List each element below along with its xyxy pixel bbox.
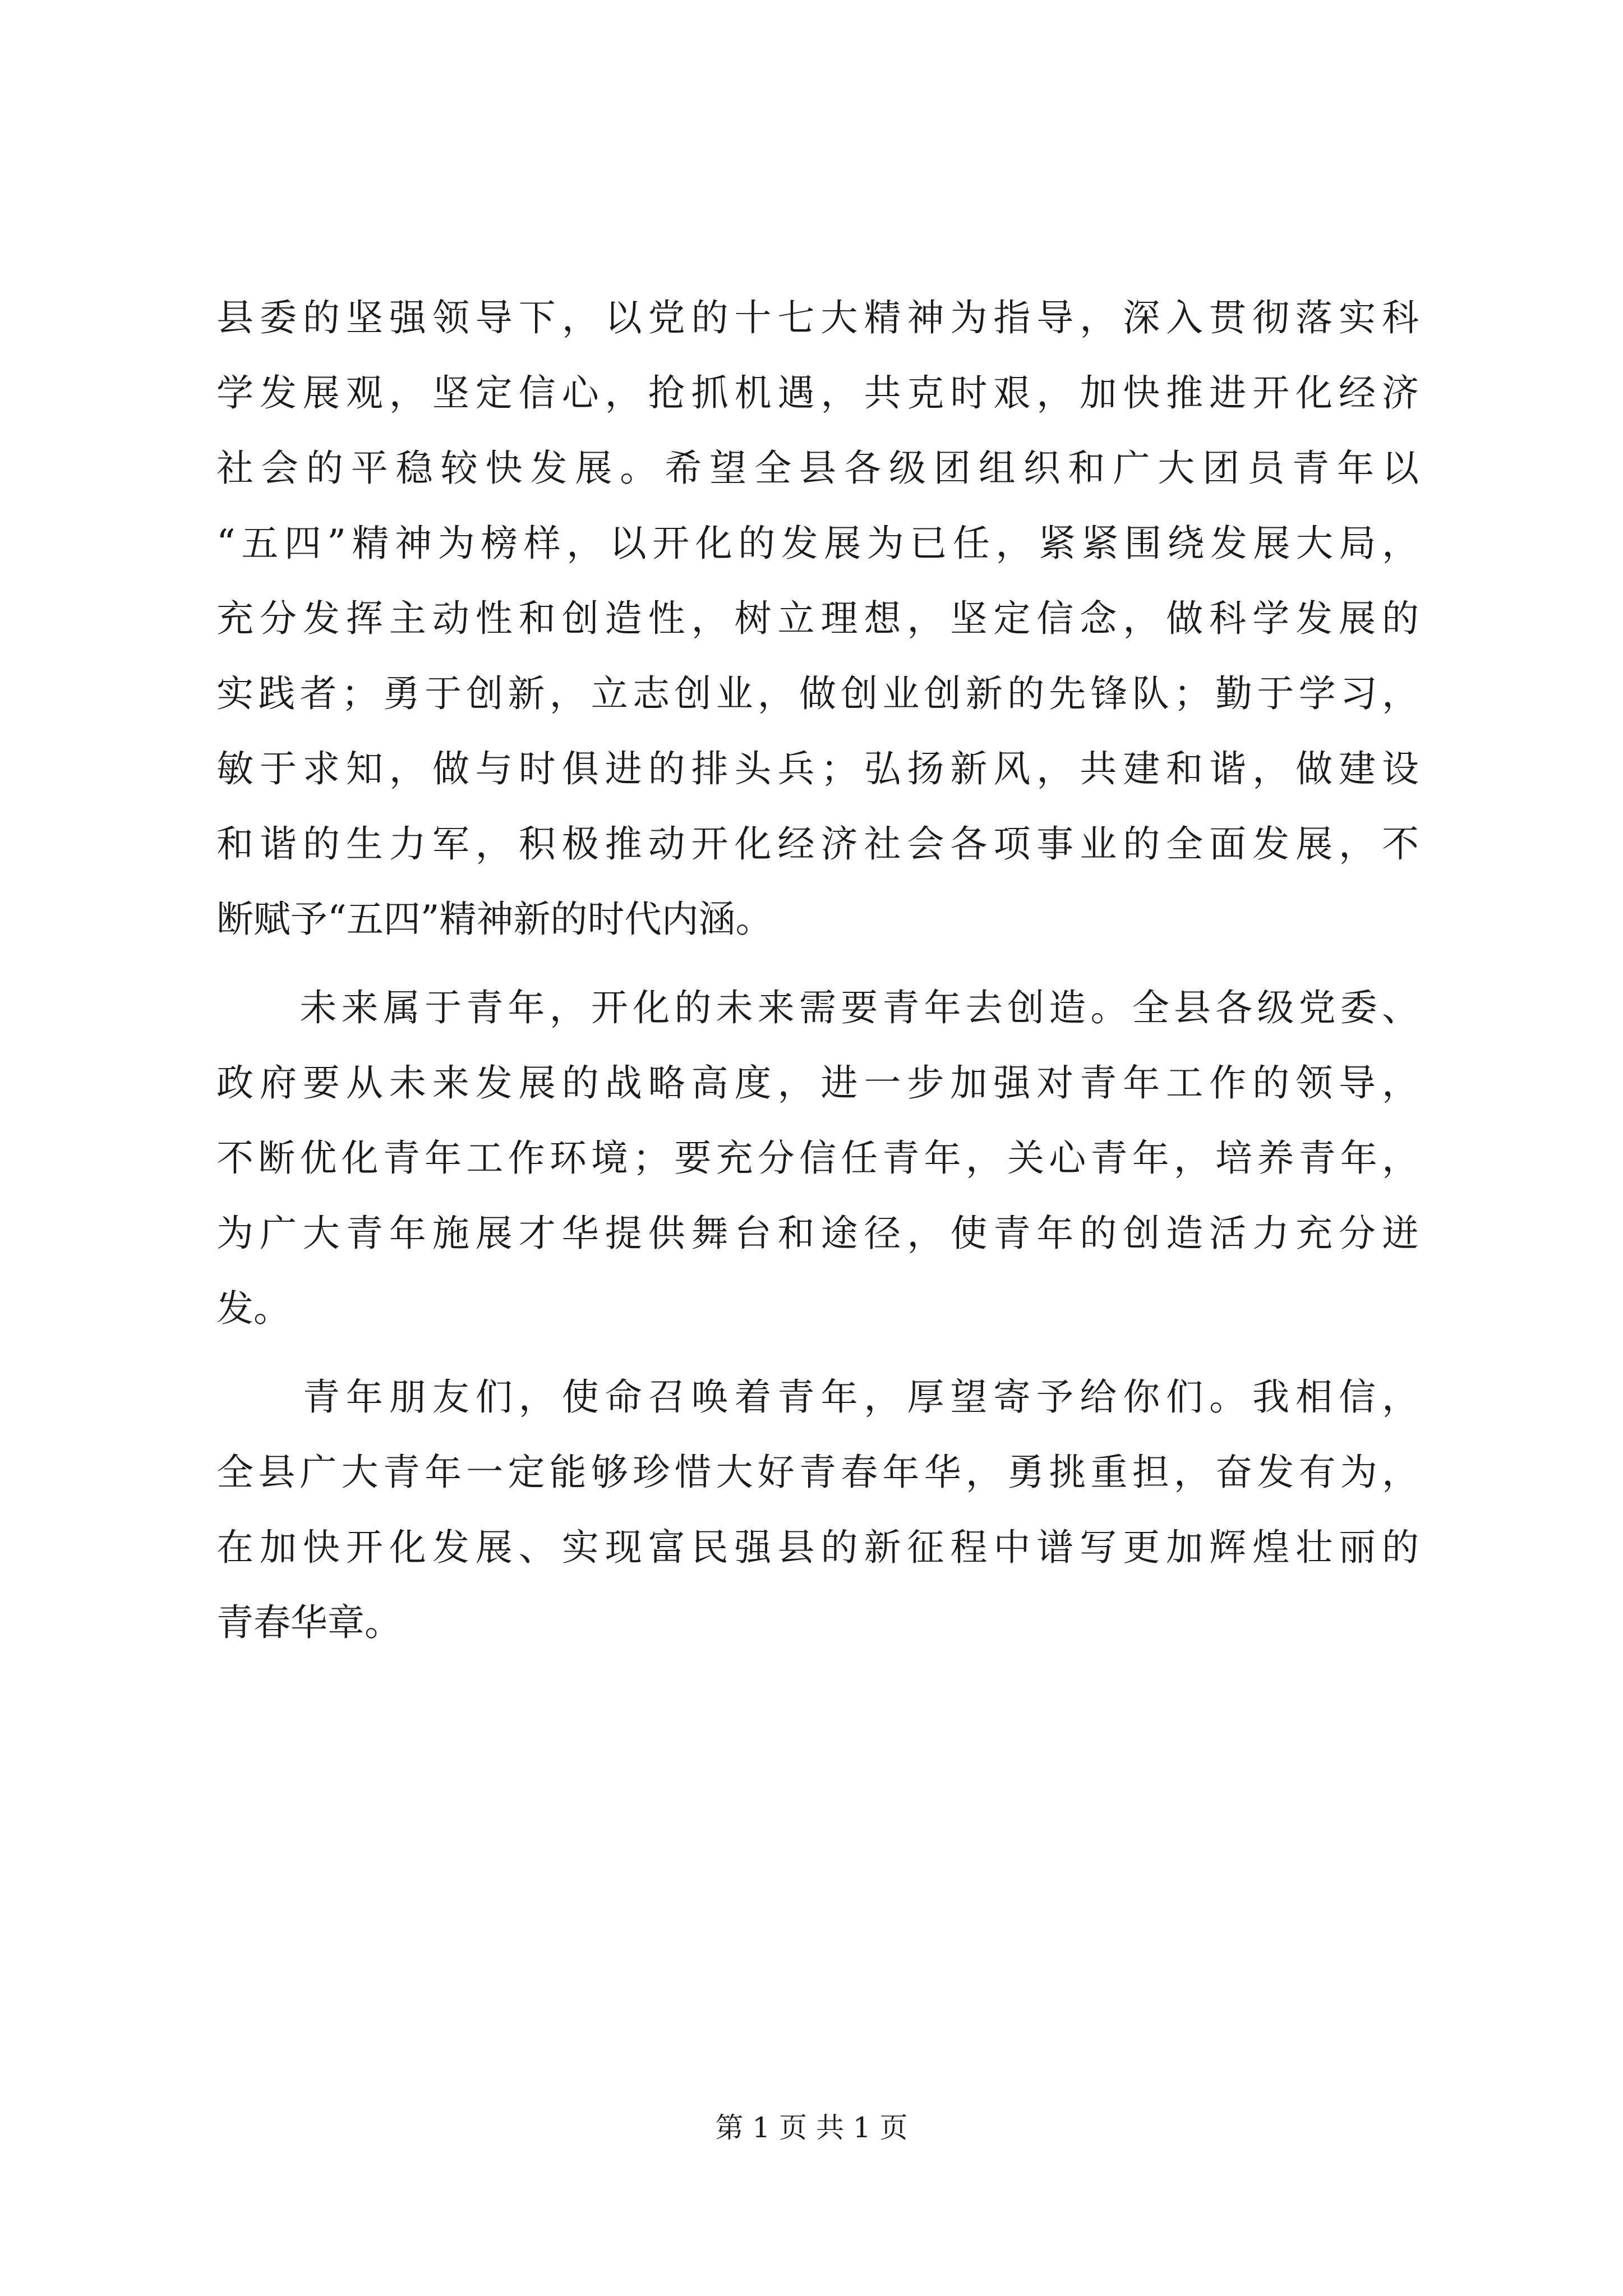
text-line: 政府要从未来发展的战略高度，进一步加强对青年工作的领导， <box>216 1061 1419 1105</box>
paragraph-3 <box>216 1360 1419 1660</box>
text-line: 在加快开化发展、实现富民强县的新征程中谱写更加辉煌壮丽的 <box>216 1526 1419 1569</box>
text-line: 实践者；勇于创新，立志创业，做创业创新的先锋队；勤于学习， <box>216 672 1419 715</box>
page-number-footer: 第 1 页 共 1 页 <box>715 2111 908 2144</box>
text-line: 发。 <box>216 1287 291 1330</box>
text-line: 县委的坚强领导下，以党的十七大精神为指导，深入贯彻落实科 <box>216 296 1419 339</box>
text-line: 断赋予“五四”精神新的时代内涵。 <box>216 898 773 941</box>
text-line: 为广大青年施展才华提供舞台和途径，使青年的创造活力充分迸 <box>216 1212 1419 1255</box>
text-line: 全县广大青年一定能够珍惜大好青春年华，勇挑重担，奋发有为， <box>216 1451 1419 1494</box>
text-line: 社会的平稳较快发展。希望全县各级团组织和广大团员青年以 <box>216 447 1419 490</box>
text-line: 青年朋友们，使命召唤着青年，厚望寄予给你们。我相信， <box>216 1375 1419 1419</box>
paragraph-spacer <box>216 1346 1419 1360</box>
paragraph-2 <box>216 970 1419 1346</box>
text-line: “五四”精神为榜样，以开化的发展为已任，紧紧围绕发展大局， <box>216 522 1419 565</box>
text-line: 青春华章。 <box>216 1601 402 1644</box>
document-body <box>216 280 1419 1660</box>
text-line: 不断优化青年工作环境；要充分信任青年，关心青年，培养青年， <box>216 1137 1419 1180</box>
paragraph-1 <box>216 280 1419 957</box>
text-line: 充分发挥主动性和创造性，树立理想，坚定信念，做科学发展的 <box>216 597 1419 640</box>
text-line: 学发展观，坚定信心，抢抓机遇，共克时艰，加快推进开化经济 <box>216 371 1419 415</box>
paragraph-spacer <box>216 957 1419 970</box>
text-line: 未来属于青年，开化的未来需要青年去创造。全县各级党委、 <box>216 986 1419 1029</box>
text-line: 和谐的生力军，积极推动开化经济社会各项事业的全面发展，不 <box>216 822 1419 866</box>
text-line: 敏于求知，做与时俱进的排头兵；弘扬新风，共建和谐，做建设 <box>216 747 1419 790</box>
